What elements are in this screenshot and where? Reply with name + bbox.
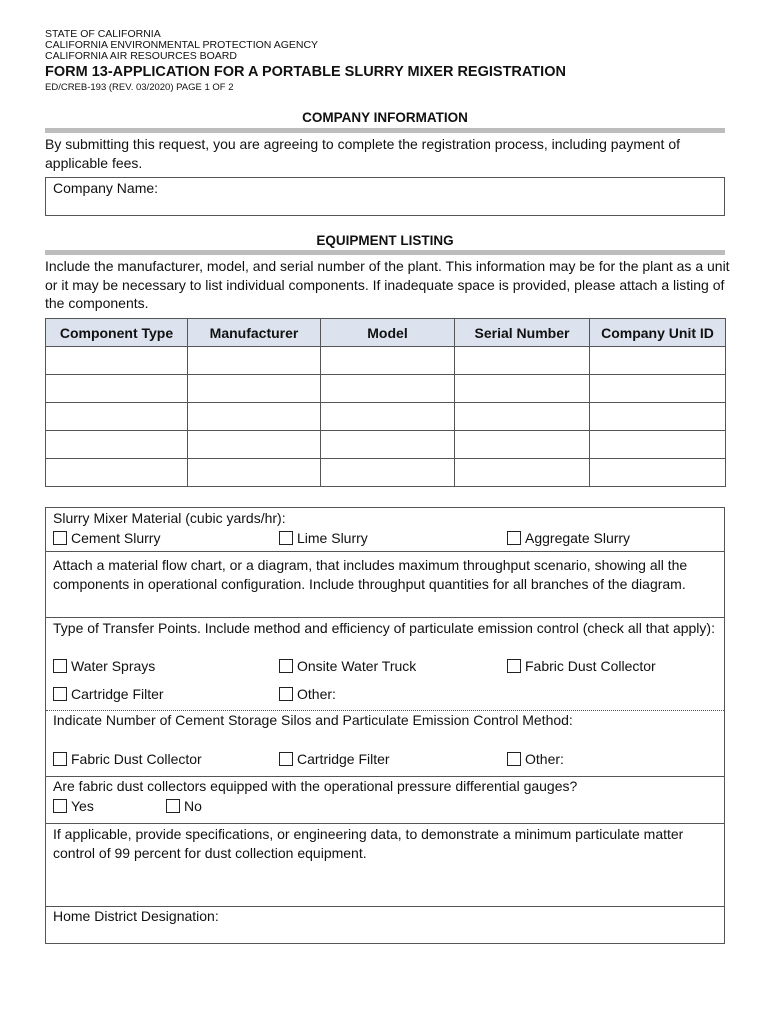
checkbox[interactable]: [279, 687, 293, 701]
row-divider: [46, 776, 724, 777]
option-label: Yes: [71, 798, 94, 814]
table-cell[interactable]: [590, 431, 726, 459]
header-board: CALIFORNIA AIR RESOURCES BOARD: [45, 50, 237, 62]
option-label: Fabric Dust Collector: [525, 658, 656, 674]
checkbox[interactable]: [53, 531, 67, 545]
option-label: Cartridge Filter: [297, 751, 390, 767]
silos-cartridge-filter-option[interactable]: [279, 751, 390, 767]
table-cell[interactable]: [321, 375, 455, 403]
details-box: [45, 507, 725, 944]
table-row: [46, 431, 726, 459]
lime-slurry-option[interactable]: [279, 530, 368, 546]
table-cell[interactable]: [46, 375, 188, 403]
table-cell[interactable]: [590, 403, 726, 431]
table-cell[interactable]: [46, 431, 188, 459]
company-name-label: Company Name:: [53, 180, 159, 196]
checkbox[interactable]: [53, 687, 67, 701]
table-cell[interactable]: [455, 431, 590, 459]
form-revision: ED/CREB-193 (REV. 03/2020) PAGE 1 OF 2: [45, 82, 234, 93]
table-cell[interactable]: [188, 347, 321, 375]
option-label: Water Sprays: [71, 658, 156, 674]
table-cell[interactable]: [188, 431, 321, 459]
header-agency: CALIFORNIA ENVIRONMENTAL PROTECTION AGENCY: [45, 39, 319, 51]
option-label: Fabric Dust Collector: [71, 751, 202, 767]
column-header: Component Type: [46, 319, 188, 347]
company-section-title: COMPANY INFORMATION: [302, 110, 468, 125]
home-district-label: Home District Designation:: [53, 908, 219, 924]
checkbox[interactable]: [507, 752, 521, 766]
checkbox[interactable]: [279, 752, 293, 766]
option-label: Cement Slurry: [71, 530, 161, 546]
water-sprays-option[interactable]: [53, 658, 155, 674]
onsite-water-truck-option[interactable]: [279, 658, 416, 674]
checkbox[interactable]: [507, 531, 521, 545]
row-divider: [46, 617, 724, 618]
equipment-section-title: EQUIPMENT LISTING: [316, 233, 454, 248]
table-row: [46, 459, 726, 487]
specifications-field: If applicable, provide specifications, or engineering data, to demonstrate a minimum particulate matter control of 99 percent for dust collection equipment.: [53, 826, 684, 861]
company-name-field[interactable]: [45, 177, 725, 216]
column-header: Company Unit ID: [590, 319, 726, 347]
transfer-cartridge-filter-option[interactable]: [53, 686, 164, 702]
table-cell[interactable]: [321, 403, 455, 431]
table-cell[interactable]: [46, 403, 188, 431]
table-cell[interactable]: [188, 403, 321, 431]
material-label: Slurry Mixer Material (cubic yards/hr):: [53, 510, 286, 526]
table-cell[interactable]: [455, 403, 590, 431]
option-label: No: [184, 798, 202, 814]
table-row: [46, 403, 726, 431]
section-divider: [45, 128, 725, 133]
transfer-points-label: Type of Transfer Points. Include method and efficiency of particulate emission control (check all that apply):: [53, 620, 715, 636]
header-state: STATE OF CALIFORNIA: [45, 28, 161, 40]
row-divider: [46, 710, 724, 711]
transfer-other-option[interactable]: [279, 686, 336, 702]
equipment-table: [45, 318, 726, 487]
checkbox[interactable]: [279, 531, 293, 545]
equipment-intro: Include the manufacturer, model, and serial number of the plant. This information may be for the plant as a unit or it may be necessary to list individual components. If inadequate space is provided, please attach a listing of the components.: [45, 258, 730, 311]
table-row: [46, 347, 726, 375]
flow-chart-instruction: Attach a material flow chart, or a diagram, that includes maximum throughput scenario, showing all the components in operational configuration. Include throughput quantities for all branches of the diagram.: [53, 557, 688, 592]
checkbox[interactable]: [53, 752, 67, 766]
option-label: Lime Slurry: [297, 530, 368, 546]
equipment-table-header: [46, 319, 726, 347]
checkbox[interactable]: [507, 659, 521, 673]
column-header: Serial Number: [455, 319, 590, 347]
table-cell[interactable]: [590, 459, 726, 487]
table-cell[interactable]: [321, 347, 455, 375]
cement-slurry-option[interactable]: [53, 530, 160, 546]
row-divider: [46, 551, 724, 552]
column-header: Manufacturer: [188, 319, 321, 347]
checkbox[interactable]: [53, 799, 67, 813]
aggregate-slurry-option[interactable]: [507, 530, 630, 546]
table-cell[interactable]: [455, 375, 590, 403]
transfer-fabric-dust-collector-option[interactable]: [507, 658, 656, 674]
option-label: Other:: [297, 686, 336, 702]
gauges-no-option[interactable]: [166, 798, 202, 814]
checkbox[interactable]: [53, 659, 67, 673]
table-cell[interactable]: [46, 459, 188, 487]
table-cell[interactable]: [455, 347, 590, 375]
option-label: Cartridge Filter: [71, 686, 164, 702]
option-label: Onsite Water Truck: [297, 658, 417, 674]
silos-other-option[interactable]: [507, 751, 564, 767]
silos-fabric-dust-collector-option[interactable]: [53, 751, 202, 767]
table-cell[interactable]: [321, 431, 455, 459]
table-cell[interactable]: [188, 459, 321, 487]
table-cell[interactable]: [455, 459, 590, 487]
column-header: Model: [321, 319, 455, 347]
row-divider: [46, 823, 724, 824]
table-cell[interactable]: [590, 347, 726, 375]
checkbox[interactable]: [279, 659, 293, 673]
table-row: [46, 375, 726, 403]
gauges-question: Are fabric dust collectors equipped with the operational pressure differential gauges?: [53, 778, 578, 794]
company-intro: By submitting this request, you are agreeing to complete the registration process, including payment of applicable fees.: [45, 136, 681, 171]
table-cell[interactable]: [321, 459, 455, 487]
table-cell[interactable]: [46, 347, 188, 375]
option-label: Aggregate Slurry: [525, 530, 631, 546]
row-divider: [46, 906, 724, 907]
gauges-yes-option[interactable]: [53, 798, 94, 814]
form-title: FORM 13-APPLICATION FOR A PORTABLE SLURRY MIXER REGISTRATION: [45, 64, 566, 80]
silos-label: Indicate Number of Cement Storage Silos and Particulate Emission Control Method:: [53, 712, 573, 728]
table-cell[interactable]: [590, 375, 726, 403]
section-divider: [45, 250, 725, 255]
option-label: Other:: [525, 751, 564, 767]
checkbox[interactable]: [166, 799, 180, 813]
table-cell[interactable]: [188, 375, 321, 403]
